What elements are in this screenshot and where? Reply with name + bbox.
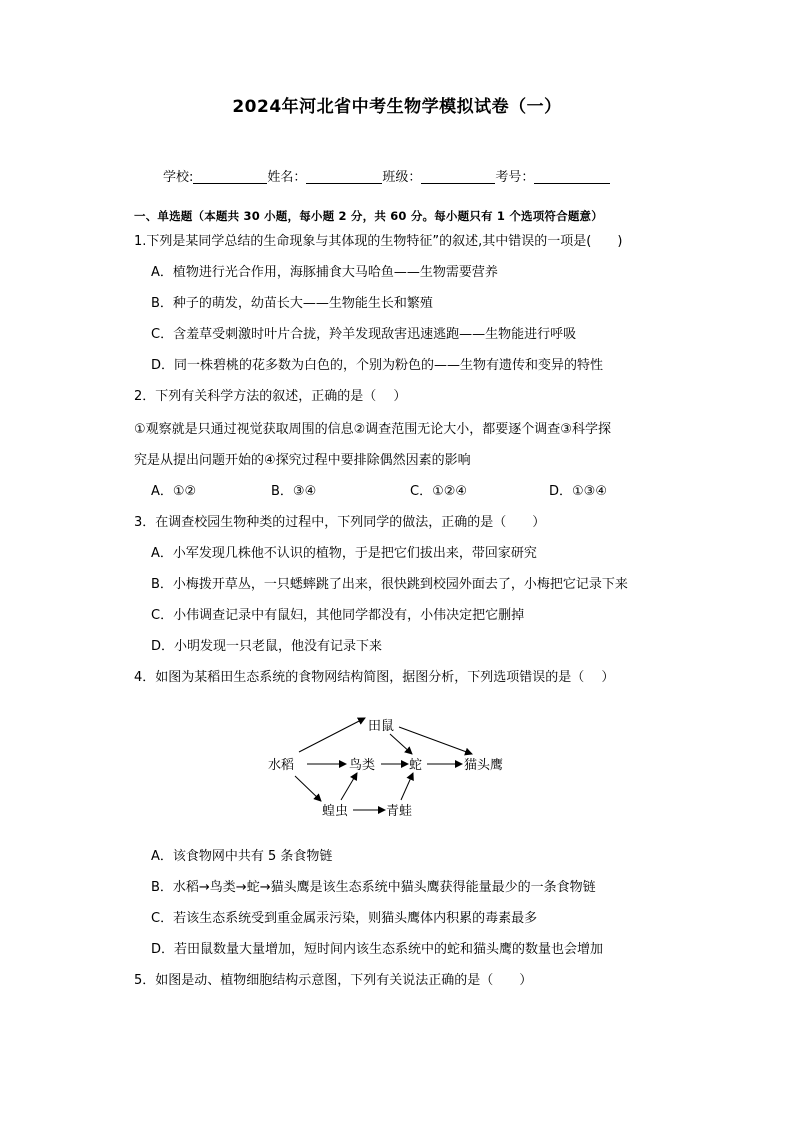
q2-options-row [151, 483, 651, 501]
school-blank[interactable] [193, 169, 267, 184]
node-locust: 蝗虫 [322, 804, 349, 819]
node-snake: 蛇 [409, 758, 423, 773]
q3-option-a[interactable]: A．小军发现几株他不认识的植物，于是把它们拔出来，带回家研究 [151, 546, 537, 561]
q1-stem: 1.下列是某同学总结的生命现象与其体现的生物特征”的叙述,其中错误的一项是( ) [134, 234, 623, 249]
arrow-locust-birds [341, 773, 357, 800]
node-field-mouse: 田鼠 [368, 719, 395, 734]
arrow-frog-snake [401, 773, 413, 800]
node-rice: 水稻 [268, 758, 295, 773]
q2-stem: 2．下列有关科学方法的叙述，正确的是（ ） [134, 389, 407, 404]
q3-option-d[interactable]: D．小明发现一只老鼠，他没有记录下来 [151, 639, 383, 654]
exam-no-label: 考号： [495, 170, 535, 185]
q1-option-a[interactable]: A．植物进行光合作用，海豚捕食大马哈鱼——生物需要营养 [151, 265, 498, 280]
q3-option-b[interactable]: B．小梅拨开草丛，一只蟋蟀跳了出来，很快跳到校园外面去了，小梅把它记录下来 [151, 577, 628, 592]
q3-stem: 3．在调查校园生物种类的过程中，下列同学的做法，正确的是（ ） [134, 515, 546, 530]
class-blank[interactable] [421, 169, 495, 184]
q2-body-line1: ①观察就是只通过视觉获取周围的信息②调查范围无论大小，都要逐个调查③科学探 [134, 422, 611, 437]
name-label: 姓名： [267, 170, 307, 185]
name-blank[interactable] [306, 169, 382, 184]
exam-no-blank[interactable] [534, 169, 610, 184]
student-info-row [163, 166, 610, 185]
q2-body-line2: 究是从提出问题开始的④探究过程中要排除偶然因素的影响 [134, 453, 471, 468]
food-web-diagram [255, 700, 525, 830]
node-birds: 鸟类 [349, 758, 376, 773]
section-heading: 一、单选题（本题共 30 小题，每小题 2 分，共 60 分。每小题只有 1 个选项符合题意） [134, 209, 603, 223]
page-title: 2024年河北省中考生物学模拟试卷（一） [232, 97, 562, 117]
q4-stem: 4．如图为某稻田生态系统的食物网结构简图，据图分析，下列选项错误的是（ ） [134, 670, 615, 685]
arrow-fieldmouse-owl [399, 727, 472, 754]
q3-option-c[interactable]: C．小伟调查记录中有鼠妇，其他同学都没有，小伟决定把它删掉 [151, 608, 525, 623]
q2-option-d[interactable]: D．①③④ [549, 484, 607, 499]
school-label: 学校: [163, 170, 194, 185]
q4-option-b[interactable]: B．水稻→鸟类→蛇→猫头鹰是该生态系统中猫头鹰获得能量最少的一条食物链 [151, 880, 596, 895]
q2-option-a[interactable]: A．①② [151, 484, 197, 499]
node-owl: 猫头鹰 [464, 758, 504, 773]
arrow-fieldmouse-snake [390, 734, 412, 754]
q4-option-c[interactable]: C．若该生态系统受到重金属汞污染，则猫头鹰体内积累的毒素最多 [151, 911, 538, 926]
q2-option-c[interactable]: C．①②④ [410, 484, 468, 499]
q5-stem: 5．如图是动、植物细胞结构示意图，下列有关说法正确的是（ ） [134, 973, 533, 988]
q1-option-d[interactable]: D．同一株碧桃的花多数为白色的，个别为粉色的——生物有遗传和变异的特性 [151, 358, 604, 373]
q1-option-c[interactable]: C．含羞草受刺激时叶片合拢，羚羊发现敌害迅速逃跑——生物能进行呼吸 [151, 327, 577, 342]
node-frog: 青蛙 [386, 804, 413, 819]
q4-option-d[interactable]: D．若田鼠数量大量增加，短时间内该生态系统中的蛇和猫头鹰的数量也会增加 [151, 942, 604, 957]
q1-option-b[interactable]: B．种子的萌发，幼苗长大——生物能生长和繁殖 [151, 296, 433, 311]
class-label: 班级： [382, 170, 422, 185]
q4-option-a[interactable]: A．该食物网中共有 5 条食物链 [151, 849, 333, 864]
arrow-rice-fieldmouse [299, 718, 365, 752]
q2-option-b[interactable]: B．③④ [271, 484, 317, 499]
arrow-rice-locust [295, 776, 321, 801]
